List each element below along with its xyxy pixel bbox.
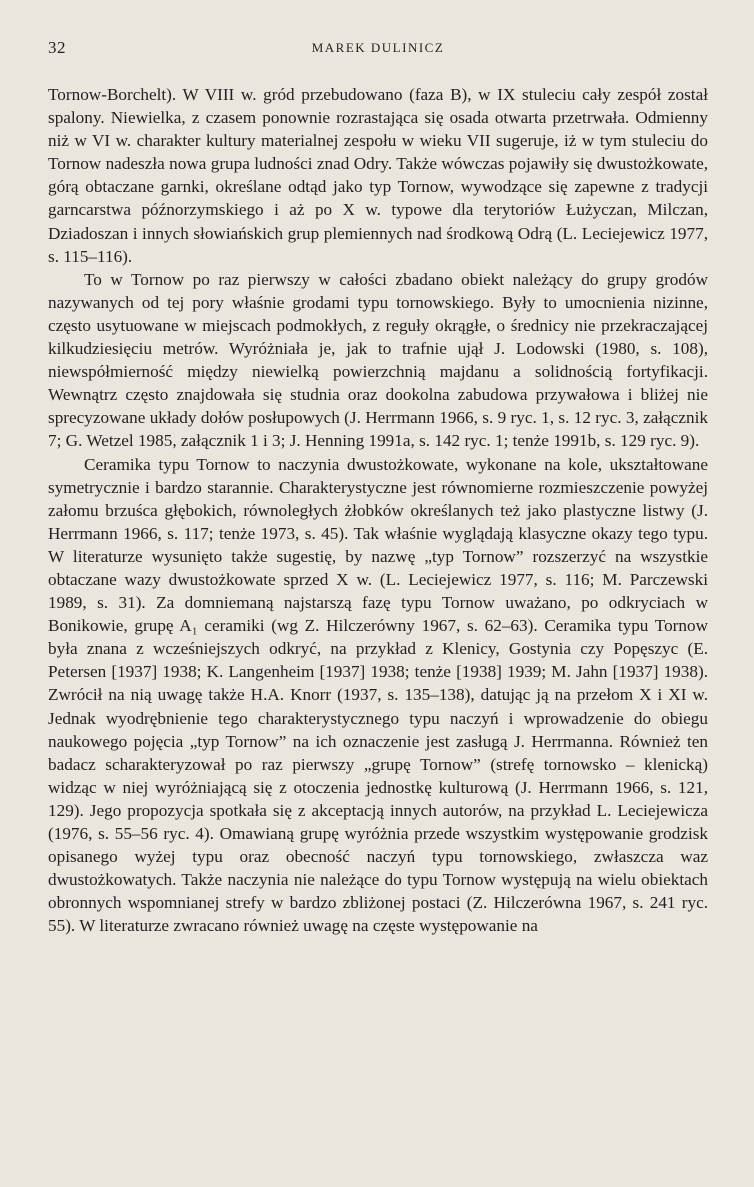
page-header <box>48 38 708 60</box>
running-head-author: MAREK DULINICZ <box>311 40 445 55</box>
paragraph-2: To w Tornow po raz pierwszy w całości zbadano obiekt należący do grupy grodów nazywanych od tej pory właśnie grodami typu tornowskiego. Były to umocnienia nizinne, często usytuowane w miejscach podmokłych, z reguły okrągłe, o średnicy nie przekraczającej kilkudziesięciu metrów. Wyróżniała je, jak to trafnie ujął J. Lodowski (1980, s. 108), niewspółmierność między niewielką powierzchnią majdanu a solidnością fortyfikacji. Wewnątrz często znajdowała się studnia oraz dookolna zabudowa przywałowa i bliżej nie sprecyzowane układy dołów posłupowych (J. Herrmann 1966, s. 9 ryc. 1, s. 12 ryc. 3, załącznik 7; G. Wetzel 1985, załącznik 1 i 3; J. Henning 1991a, s. 142 ryc. 1; tenże 1991b, s. 129 ryc. 9). <box>48 269 708 451</box>
paragraph-3: Ceramika typu Tornow to naczynia dwustożkowate, wykonane na kole, ukształtowane symetrycznie i bardzo starannie. Charakterystyczne jest równomierne rozmieszczenie powyżej załomu brzuśca głębokich, równoległych żłobków określanych też jako plastyczne listwy (J. Herrmann 1966, s. 117; tenże 1973, s. 45). Tak właśnie wyglądają klasyczne okazy tego typu. W literaturze wysunięto także sugestię, by nazwę „typ Tornow” rozszerzyć na wszystkie obtaczane wazy dwustożkowate sprzed X w. (L. Leciejewicz 1977, s. 116; M. Parczewski 1989, s. 31). Za domniemaną najstarszą fazę typu Tornow uważano, po odkryciach w Bonikowie, grupę A₁ ceramiki (wg Z. Hilczerówny 1967, s. 62–63). Ceramika typu Tornow była znana z wcześniejszych odkryć, na przykład z Klenicy, Gostynia czy Popęszyc (E. Petersen [1937] 1938; K. Langenheim [1937] 1938; tenże [1938] 1939; M. Jahn [1937] 1938). Zwrócił na nią uwagę także H.A. Knorr (1937, s. 135–138), datując ją na przełom X i XI w. Jednak wyodrębnienie tego charakterystycznego typu naczyń i wprowadzenie do obiegu naukowego pojęcia „typ Tornow” na ich oznaczenie jest zasługą J. Herrmanna. Również ten badacz scharakteryzował po raz pierwszy „grupę Tornow” (strefę tornowsko – klenicką) widząc w niej wyróżniającą się z otoczenia jednostkę kulturową (J. Herrmann 1966, s. 121, 129). Jego propozycja spotkała się z akceptacją innych autorów, na przykład L. Leciejewicza (1976, s. 55–56 ryc. 4). Omawianą grupę wyróżnia przede wszystkim występowanie grodzisk opisanego wyżej typu oraz obecność naczyń typu tornowskiego, zwłaszcza waz dwustożkowatych. Także naczynia nie należące do typu Tornow występują na wielu obiektach obronnych wspomnianej strefy w bardzo zbliżonej postaci (Z. Hilczerówna 1967, s. 241 ryc. 55). W literaturze zwracano również uwagę na częste występowanie na <box>48 454 708 936</box>
body-text <box>48 83 708 937</box>
page-number: 32 <box>48 38 66 57</box>
paragraph-1: Tornow-Borchelt). W VIII w. gród przebudowano (faza B), w IX stuleciu cały zespół został spalony. Niewielka, z czasem ponownie rozrastająca się osada otwarta przetrwała. Odmienny niż w VI w. charakter kultury materialnej zespołu w wieku VII sugeruje, iż w tym stuleciu do Tornow nadeszła nowa grupa ludności znad Odry. Także wówczas pojawiły się dwustożkowate, górą obtaczane garnki, określane odtąd jako typ Tornow, wywodzące się zapewne z tradycji garncarstwa późnorzymskiego i aż po X w. typowe dla terytoriów Łużyczan, Milczan, Dziadoszan i innych słowiańskich grup plemiennych nad środkową Odrą (L. Leciejewicz 1977, s. 115–116). <box>48 85 708 266</box>
